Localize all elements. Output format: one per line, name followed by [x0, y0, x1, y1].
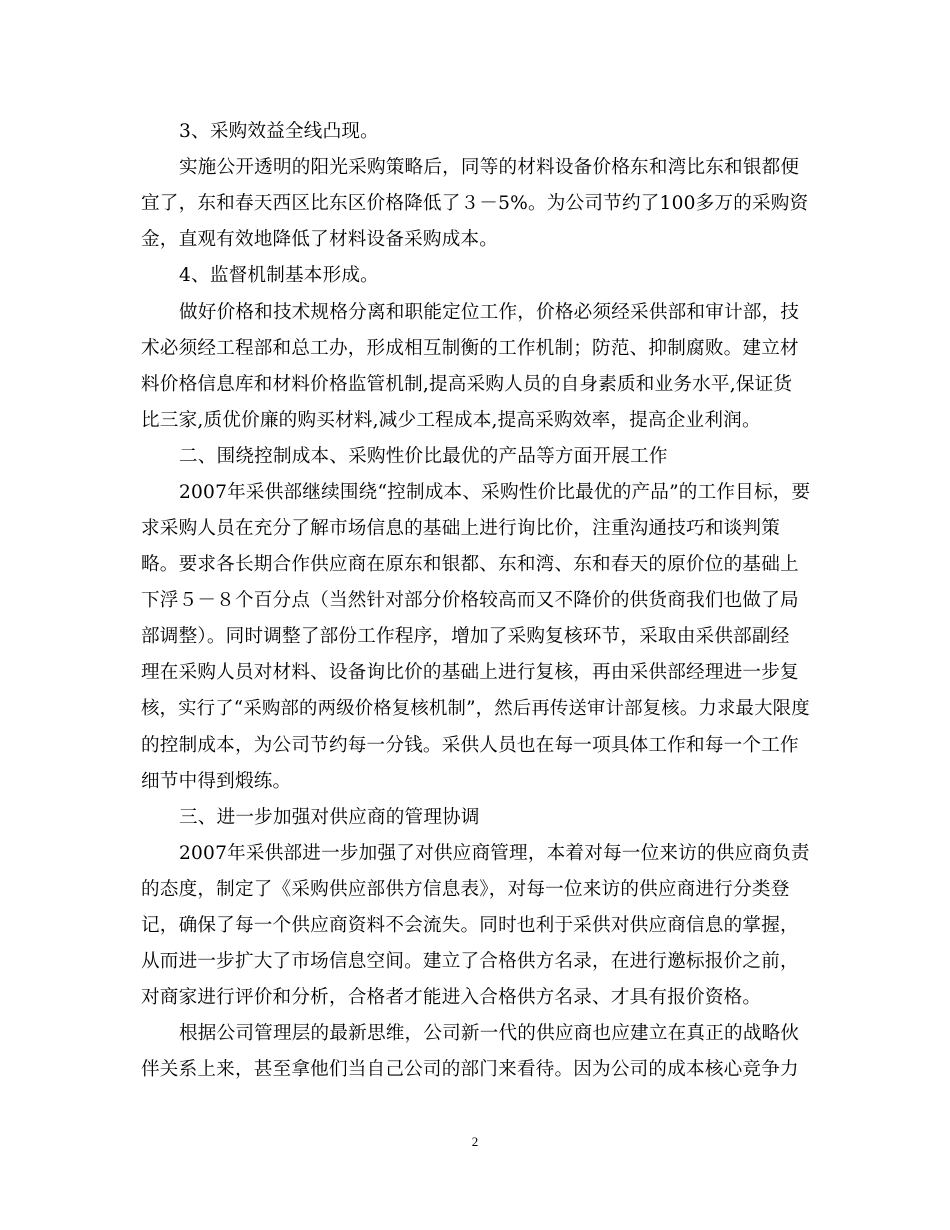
paragraph-line: 理在采购人员对材料、设备询比价的基础上进行复核，再由采供部经理进一步复	[141, 662, 799, 683]
paragraph-line: 根据公司管理层的最新思维，公司新一代的供应商也应建立在真正的战略伙	[179, 1023, 800, 1044]
paragraph-line: 从而进一步扩大了市场信息空间。建立了合格供方名录，在进行邀标报价之前，	[141, 951, 799, 972]
paragraph-line: 记，确保了每一个供应商资料不会流失。同时也利于采供对供应商信息的掌握，	[141, 915, 799, 936]
page-number: 2	[471, 1134, 479, 1149]
paragraph-line: 3、采购效益全线凸现。	[179, 121, 379, 142]
paragraph-line: 核，实行了“采购部的两级价格复核机制”，然后再传送审计部复核。力求最大限度	[141, 698, 810, 719]
paragraph-line: 的态度，制定了《采购供应部供方信息表》，对每一位来访的供应商进行分类登	[141, 879, 790, 900]
paragraph-line: 宜了，东和春天西区比东区价格降低了３－5%。为公司节约了100多万的采购资	[141, 193, 809, 214]
paragraph-line: 2007年采供部进一步加强了对供应商管理，本着对每一位来访的供应商负责	[179, 843, 810, 864]
paragraph-line: 的控制成本，为公司节约每一分钱。采供人员也在每一项具体工作和每一个工作	[141, 735, 799, 756]
paragraph-line: 比三家,质优价廉的购买材料,减少工程成本,提高采购效率，提高企业利润。	[141, 410, 761, 431]
section-heading: 三、进一步加强对供应商的管理协调	[179, 807, 480, 828]
paragraph-line: 料价格信息库和材料价格监管机制,提高采购人员的自身素质和业务水平,保证货	[141, 374, 793, 395]
paragraph-line: 术必须经工程部和总工办，形成相互制衡的工作机制；防范、抑制腐败。建立材	[141, 338, 799, 359]
paragraph-line: 4、监督机制基本形成。	[179, 265, 379, 286]
paragraph-line: 下浮５－８个百分点（当然针对部分价格较高而又不降价的供货商我们也做了局	[141, 590, 799, 611]
paragraph-line: 略。要求各长期合作供应商在原东和银都、东和湾、东和春天的原价位的基础上	[141, 554, 799, 575]
section-heading: 二、围绕控制成本、采购性价比最优的产品等方面开展工作	[179, 446, 668, 467]
paragraph-line: 部调整）。同时调整了部份工作程序，增加了采购复核环节，采取由采供部副经	[141, 626, 790, 647]
paragraph-line: 伴关系上来，甚至拿他们当自己公司的部门来看待。因为公司的成本核心竞争力	[141, 1059, 799, 1080]
paragraph-line: 做好价格和技术规格分离和职能定位工作，价格必须经采供部和审计部，技	[179, 302, 800, 323]
paragraph-line: 实施公开透明的阳光采购策略后，同等的材料设备价格东和湾比东和银都便	[179, 157, 800, 178]
paragraph-line: 金，直观有效地降低了材料设备采购成本。	[141, 229, 499, 250]
paragraph-line: 求采购人员在充分了解市场信息的基础上进行询比价，注重沟通技巧和谈判策	[141, 518, 780, 539]
paragraph-line: 细节中得到煅练。	[141, 771, 292, 792]
paragraph-line: 对商家进行评价和分析，合格者才能进入合格供方名录、才具有报价资格。	[141, 987, 762, 1008]
paragraph-line: 2007年采供部继续围绕“控制成本、采购性价比最优的产品”的工作目标，要	[179, 482, 811, 503]
